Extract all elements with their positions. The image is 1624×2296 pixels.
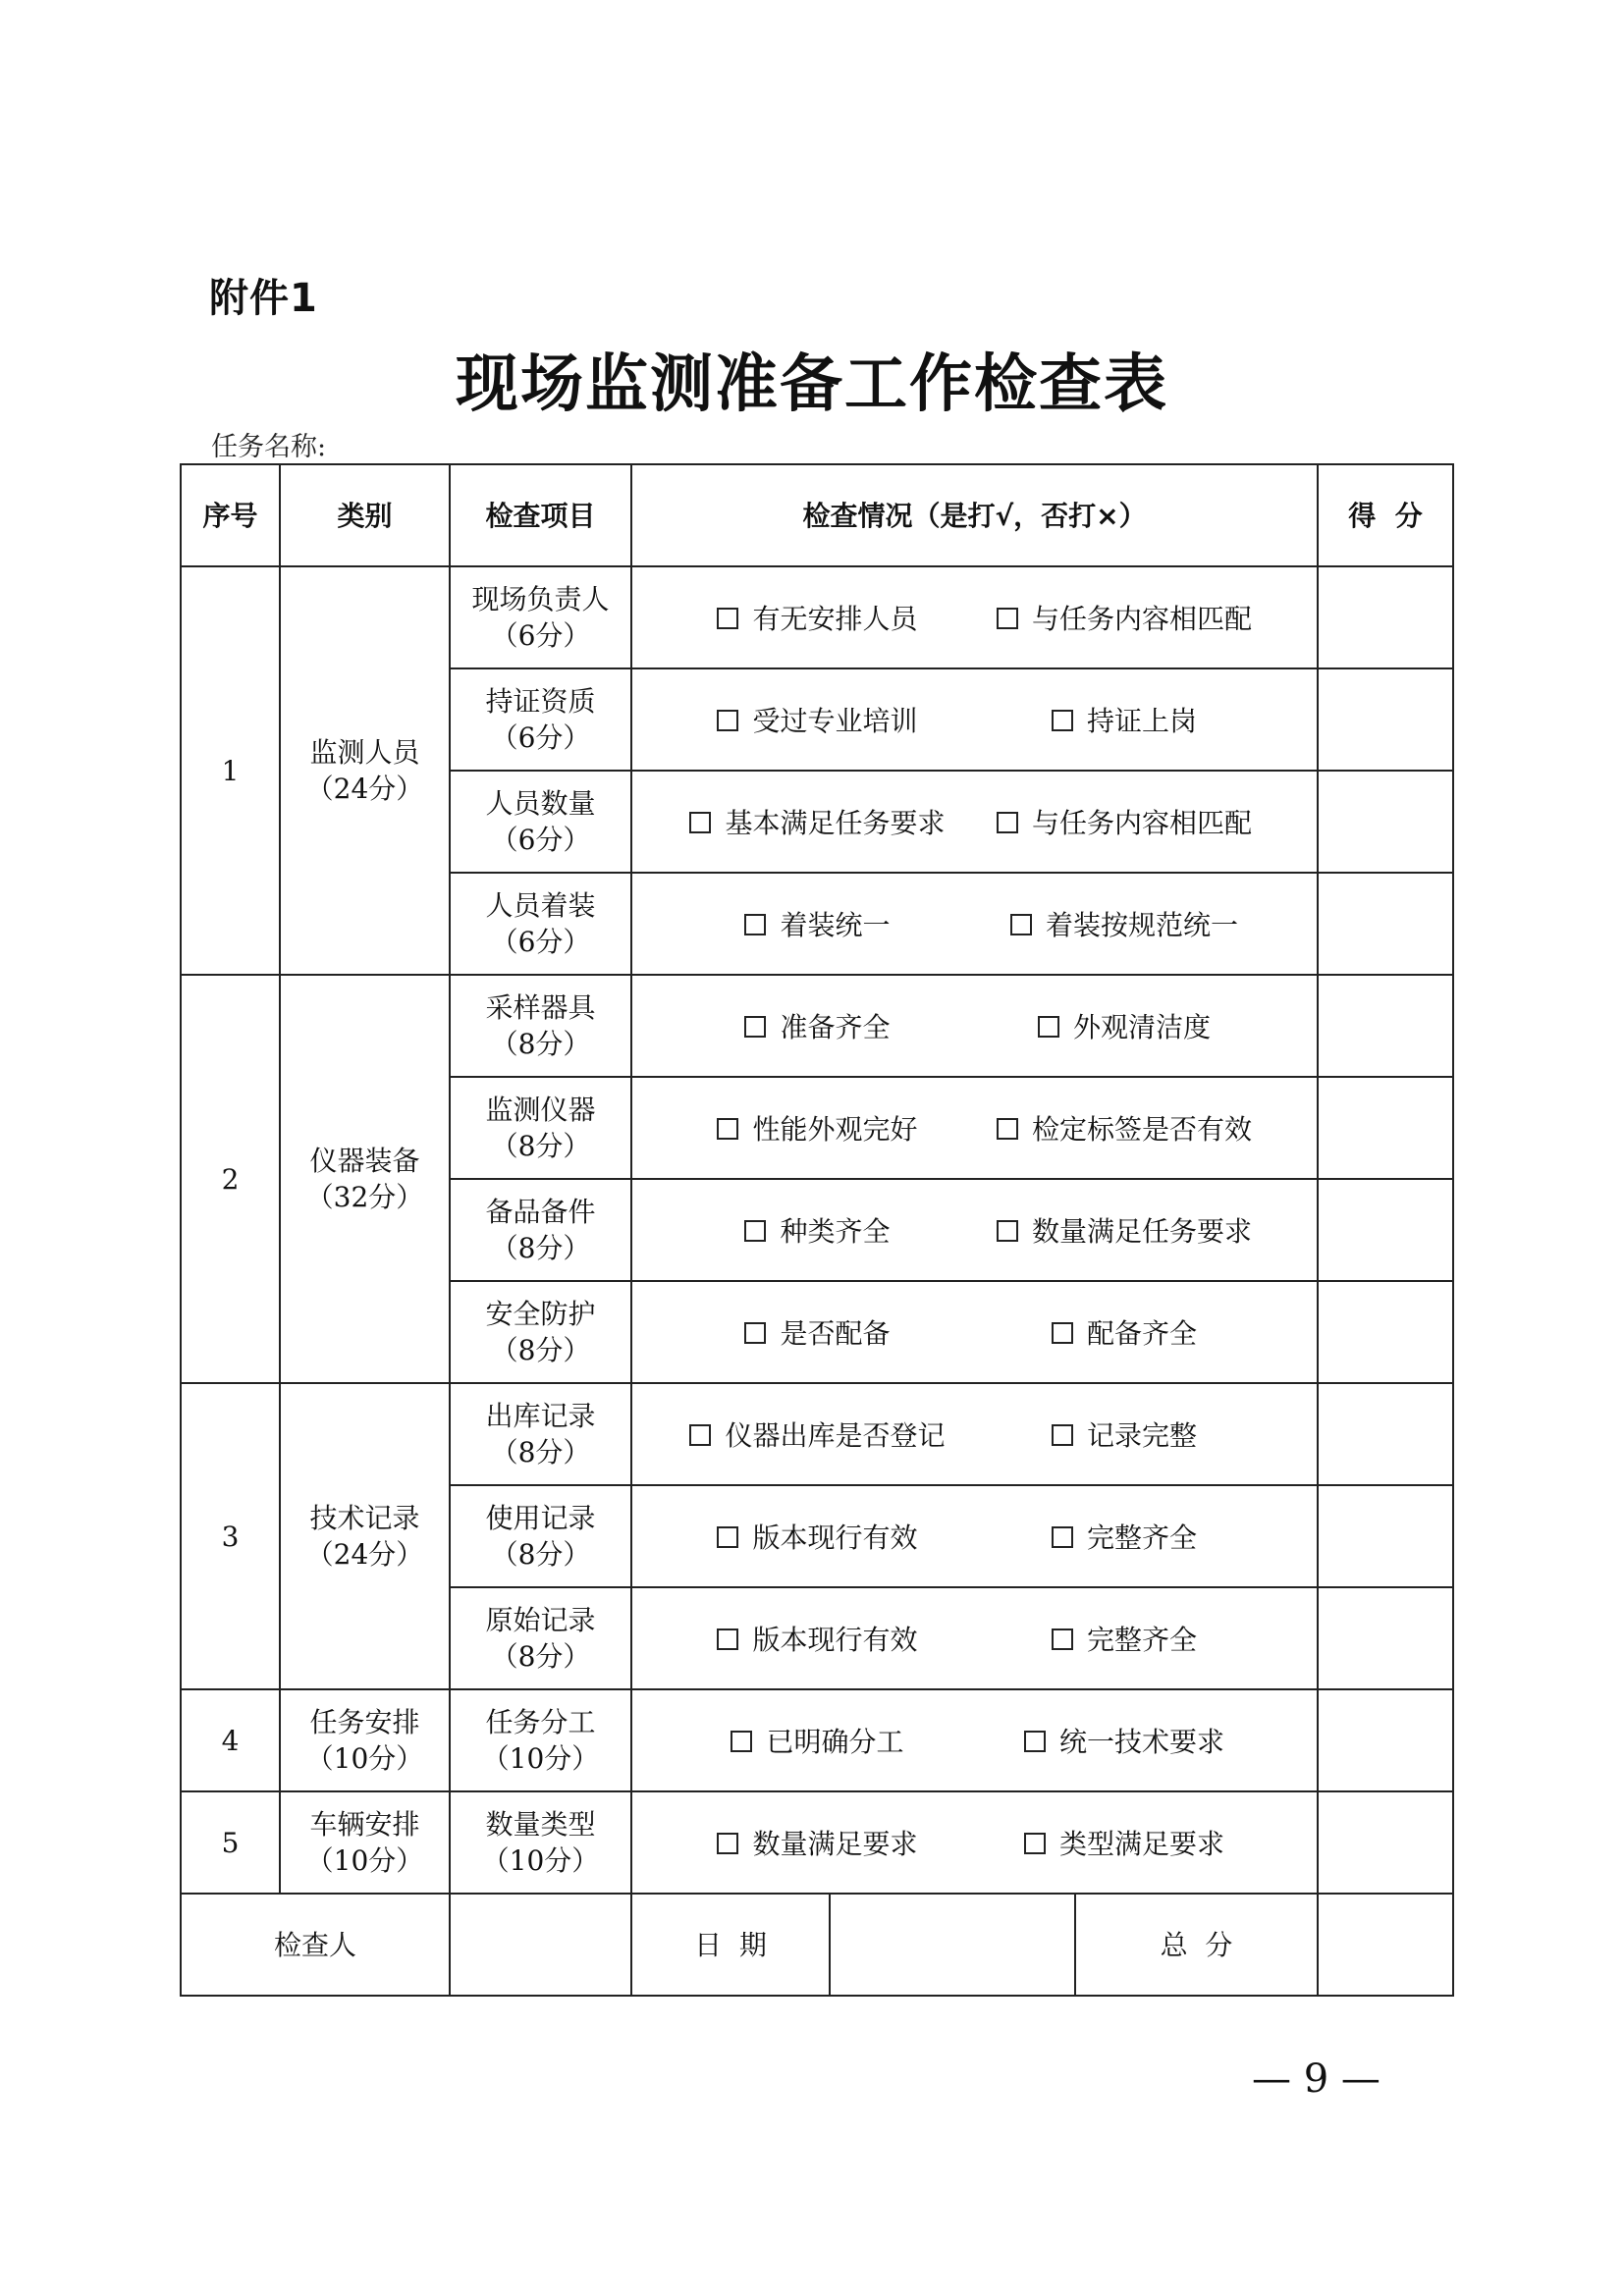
option-2 [967, 1724, 1281, 1760]
option-label: 有无安排人员 [752, 602, 918, 635]
option-1 [668, 1213, 967, 1250]
option-label: 数量满足任务要求 [1031, 1214, 1252, 1248]
item-cell [450, 873, 631, 975]
checkbox[interactable] [689, 1424, 711, 1446]
check-cell [631, 1281, 1318, 1383]
check-cell [631, 1587, 1318, 1689]
check-cell [631, 873, 1318, 975]
checkbox[interactable] [1010, 914, 1032, 935]
checkbox[interactable] [717, 710, 738, 731]
checkbox[interactable] [997, 1220, 1018, 1242]
item-points: （8分） [490, 1334, 591, 1366]
score-cell[interactable] [1318, 1587, 1453, 1689]
score-cell[interactable] [1318, 1689, 1453, 1791]
option-label: 完整齐全 [1086, 1521, 1197, 1554]
option-label: 完整齐全 [1086, 1623, 1197, 1656]
option-2 [967, 601, 1281, 637]
header-row [181, 464, 1453, 566]
table-row [181, 1791, 1453, 1894]
checkbox[interactable] [997, 608, 1018, 629]
item-points: （10分） [481, 1844, 600, 1877]
item-points: （8分） [490, 1436, 591, 1468]
check-cell [631, 771, 1318, 873]
category-cell [280, 1383, 450, 1689]
category-cell [280, 975, 450, 1383]
checkbox[interactable] [1024, 1833, 1046, 1854]
checkbox[interactable] [744, 1220, 766, 1242]
inspection-table [180, 463, 1454, 1997]
category-score: （32分） [305, 1181, 424, 1213]
option-1 [668, 1417, 967, 1454]
score-cell[interactable] [1318, 1485, 1453, 1587]
check-cell [631, 1179, 1318, 1281]
checkbox[interactable] [997, 1118, 1018, 1140]
option-1 [668, 1826, 967, 1862]
option-1 [668, 703, 967, 739]
header-score: 得 分 [1318, 464, 1453, 566]
checkbox[interactable] [744, 914, 766, 935]
option-1 [668, 1009, 967, 1045]
option-label: 种类齐全 [780, 1214, 891, 1248]
page-number: — 9 — [1252, 2056, 1380, 2102]
item-points: （8分） [490, 1232, 591, 1264]
option-label: 基本满足任务要求 [725, 806, 946, 839]
checkbox[interactable] [1052, 1322, 1073, 1344]
table-row [181, 1689, 1453, 1791]
total-label: 总 分 [1075, 1894, 1318, 1996]
option-1 [668, 1724, 967, 1760]
option-label: 检定标签是否有效 [1031, 1112, 1252, 1146]
option-2 [967, 1213, 1281, 1250]
option-label: 是否配备 [780, 1316, 891, 1350]
score-cell[interactable] [1318, 975, 1453, 1077]
option-label: 记录完整 [1086, 1418, 1197, 1452]
option-label: 持证上岗 [1086, 704, 1197, 737]
item-points: （8分） [490, 1640, 591, 1673]
option-label: 配备齐全 [1086, 1316, 1197, 1350]
option-2 [967, 1417, 1281, 1454]
option-2 [967, 1315, 1281, 1352]
item-name: 现场负责人 [471, 583, 610, 615]
option-2 [967, 1520, 1281, 1556]
check-cell [631, 1791, 1318, 1894]
checkbox[interactable] [744, 1322, 766, 1344]
item-name: 备品备件 [485, 1196, 596, 1228]
table-row [181, 975, 1453, 1077]
check-cell [631, 1077, 1318, 1179]
category-name: 监测人员 [309, 736, 420, 769]
option-label: 统一技术要求 [1058, 1725, 1224, 1758]
option-label: 性能外观完好 [752, 1112, 918, 1146]
category-cell [280, 1791, 450, 1894]
score-cell[interactable] [1318, 1077, 1453, 1179]
option-1 [668, 907, 967, 943]
item-name: 采样器具 [485, 991, 596, 1024]
category-name: 仪器装备 [309, 1145, 420, 1177]
inspector-label: 检查人 [181, 1894, 450, 1996]
item-name: 人员着装 [485, 889, 596, 922]
item-name: 使用记录 [485, 1502, 596, 1534]
table-row [181, 566, 1453, 668]
item-points: （6分） [490, 721, 591, 754]
item-cell [450, 566, 631, 668]
option-label: 数量满足要求 [752, 1827, 918, 1860]
seq-cell: 4 [181, 1689, 280, 1791]
checkbox[interactable] [1038, 1016, 1059, 1038]
option-label: 着装统一 [780, 908, 891, 941]
check-cell [631, 1689, 1318, 1791]
checkbox[interactable] [689, 812, 711, 833]
item-name: 持证资质 [485, 685, 596, 718]
checkbox[interactable] [1024, 1731, 1046, 1752]
item-cell [450, 1281, 631, 1383]
table-row [181, 1383, 1453, 1485]
option-2 [967, 805, 1281, 841]
option-label: 外观清洁度 [1072, 1010, 1211, 1043]
category-name: 车辆安排 [309, 1808, 420, 1841]
seq-cell: 2 [181, 975, 280, 1383]
item-name: 数量类型 [485, 1808, 596, 1841]
checkbox[interactable] [731, 1731, 752, 1752]
score-cell[interactable] [1318, 566, 1453, 668]
item-name: 出库记录 [485, 1400, 596, 1432]
option-label: 版本现行有效 [752, 1623, 918, 1656]
category-score: （10分） [305, 1742, 424, 1775]
check-cell [631, 975, 1318, 1077]
item-points: （6分） [490, 619, 591, 652]
attachment-label: 附件1 [209, 276, 318, 321]
item-cell [450, 1689, 631, 1791]
score-cell[interactable] [1318, 873, 1453, 975]
checkbox[interactable] [1052, 710, 1073, 731]
item-name: 监测仪器 [485, 1094, 596, 1126]
item-points: （6分） [490, 824, 591, 856]
checkbox[interactable] [1052, 1629, 1073, 1650]
option-1 [668, 1111, 967, 1148]
item-cell [450, 1791, 631, 1894]
item-name: 任务分工 [485, 1706, 596, 1738]
item-points: （10分） [481, 1742, 600, 1775]
option-2 [967, 703, 1281, 739]
item-cell [450, 1179, 631, 1281]
score-cell[interactable] [1318, 771, 1453, 873]
header-status: 检查情况（是打√，否打×） [631, 464, 1318, 566]
item-cell [450, 771, 631, 873]
option-2 [967, 907, 1281, 943]
category-cell [280, 566, 450, 975]
total-field[interactable] [1318, 1894, 1453, 1996]
item-cell [450, 1077, 631, 1179]
option-2 [967, 1009, 1281, 1045]
check-cell [631, 566, 1318, 668]
item-points: （8分） [490, 1028, 591, 1060]
item-cell [450, 1587, 631, 1689]
option-label: 类型满足要求 [1058, 1827, 1224, 1860]
check-cell [631, 1383, 1318, 1485]
seq-cell: 5 [181, 1791, 280, 1894]
item-name: 安全防护 [485, 1298, 596, 1330]
option-1 [668, 1622, 967, 1658]
seq-cell: 3 [181, 1383, 280, 1689]
header-item: 检查项目 [450, 464, 631, 566]
score-cell[interactable] [1318, 1791, 1453, 1894]
category-name: 任务安排 [309, 1706, 420, 1738]
option-1 [668, 1520, 967, 1556]
score-cell[interactable] [1318, 1383, 1453, 1485]
check-cell [631, 668, 1318, 771]
category-score: （24分） [305, 1538, 424, 1571]
option-label: 仪器出库是否登记 [725, 1418, 946, 1452]
checkbox[interactable] [717, 608, 738, 629]
option-2 [967, 1622, 1281, 1658]
item-cell [450, 975, 631, 1077]
item-points: （8分） [490, 1538, 591, 1571]
checkbox[interactable] [717, 1833, 738, 1854]
score-cell[interactable] [1318, 668, 1453, 771]
option-1 [668, 1315, 967, 1352]
option-1 [668, 601, 967, 637]
inspector-field[interactable] [450, 1894, 631, 1996]
option-label: 已明确分工 [766, 1725, 904, 1758]
item-points: （6分） [490, 926, 591, 958]
option-label: 版本现行有效 [752, 1521, 918, 1554]
option-label: 与任务内容相匹配 [1031, 806, 1252, 839]
item-cell [450, 1383, 631, 1485]
checkbox[interactable] [744, 1016, 766, 1038]
page-title: 现场监测准备工作检查表 [456, 347, 1168, 421]
option-2 [967, 1111, 1281, 1148]
score-cell[interactable] [1318, 1281, 1453, 1383]
header-seq: 序号 [181, 464, 280, 566]
item-points: （8分） [490, 1130, 591, 1162]
category-name: 技术记录 [309, 1502, 420, 1534]
category-cell [280, 1689, 450, 1791]
item-name: 人员数量 [485, 787, 596, 820]
item-cell [450, 668, 631, 771]
option-2 [967, 1826, 1281, 1862]
checkbox[interactable] [997, 812, 1018, 833]
header-category: 类别 [280, 464, 450, 566]
checkbox[interactable] [717, 1118, 738, 1140]
option-label: 与任务内容相匹配 [1031, 602, 1252, 635]
check-cell [631, 1485, 1318, 1587]
category-score: （10分） [305, 1844, 424, 1877]
footer-row [181, 1894, 1453, 1996]
score-cell[interactable] [1318, 1179, 1453, 1281]
checkbox[interactable] [1052, 1424, 1073, 1446]
option-label: 受过专业培训 [752, 704, 918, 737]
item-name: 原始记录 [485, 1604, 596, 1636]
option-label: 着装按规范统一 [1045, 908, 1238, 941]
option-1 [668, 805, 967, 841]
task-name-label: 任务名称: [211, 432, 327, 462]
checkbox[interactable] [1052, 1526, 1073, 1548]
category-score: （24分） [305, 773, 424, 805]
checkbox[interactable] [717, 1629, 738, 1650]
seq-cell: 1 [181, 566, 280, 975]
option-label: 准备齐全 [780, 1010, 891, 1043]
checkbox[interactable] [717, 1526, 738, 1548]
item-cell [450, 1485, 631, 1587]
date-label: 日 期 [631, 1894, 830, 1996]
date-field[interactable] [830, 1894, 1075, 1996]
